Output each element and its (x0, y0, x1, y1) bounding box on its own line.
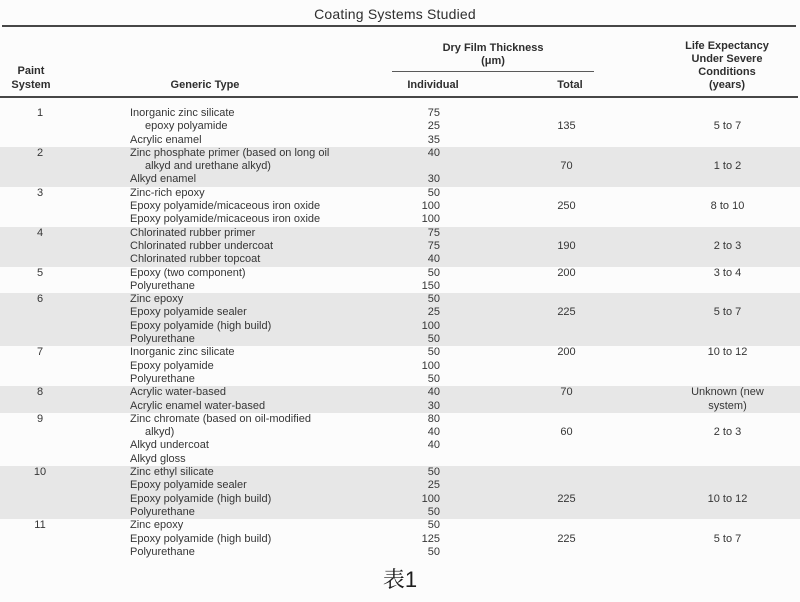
individual-thickness-cell: 40 (427, 439, 440, 452)
life-expectancy-cell: 2 to 3 (713, 239, 742, 252)
paint-system-block-8 (0, 386, 800, 413)
column-header-paint: Paint (17, 65, 45, 77)
generic-type-cell: Polyurethane (130, 279, 195, 292)
individual-thickness-cell: 40 (427, 386, 440, 399)
paint-system-number: 4 (36, 226, 44, 239)
paint-system-number: 8 (36, 386, 44, 399)
table-row (0, 506, 800, 519)
table-title: Coating Systems Studied (314, 6, 476, 22)
generic-type-cell: Alkyd gloss (130, 452, 186, 465)
table-row (0, 200, 800, 213)
column-header-life-expectancy: Life Expectancy (685, 40, 769, 52)
column-header-conditions: Conditions (698, 66, 756, 78)
generic-type-cell: Chlorinated rubber undercoat (130, 239, 274, 252)
individual-thickness-cell: 40 (427, 146, 440, 159)
life-expectancy-cell: 5 to 7 (713, 532, 742, 545)
total-thickness-cell: 225 (557, 306, 576, 319)
generic-type-cell: Inorganic zinc silicate (130, 346, 235, 359)
generic-type-cell: Acrylic enamel water-based (130, 399, 266, 412)
total-thickness-cell: 190 (557, 239, 576, 252)
life-expectancy-cell: 8 to 10 (710, 200, 745, 213)
table-row (0, 306, 800, 319)
generic-type-cell: Zinc epoxy (130, 293, 184, 306)
individual-thickness-cell: 40 (427, 426, 440, 439)
table-row (0, 134, 800, 147)
column-header-individual: Individual (407, 79, 459, 91)
generic-type-cell: alkyd) (145, 426, 175, 439)
life-expectancy-cell: 5 to 7 (713, 120, 742, 133)
generic-type-cell: Zinc epoxy (130, 519, 184, 532)
generic-type-cell: Chlorinated rubber topcoat (130, 253, 261, 266)
individual-thickness-cell: 100 (421, 359, 440, 372)
dft-spanner-rule (392, 71, 594, 72)
table-row (0, 160, 800, 173)
paint-system-number: 7 (36, 346, 44, 359)
paint-system-block-4 (0, 227, 800, 267)
total-thickness-cell: 70 (560, 386, 573, 399)
table-row (0, 546, 800, 559)
table-row (0, 187, 800, 200)
table-row (0, 107, 800, 120)
column-header-system: System (11, 79, 51, 91)
generic-type-cell: epoxy polyamide (145, 120, 228, 133)
total-thickness-cell: 60 (560, 426, 573, 439)
column-header-years: (years) (708, 79, 746, 91)
generic-type-cell: Chlorinated rubber primer (130, 226, 256, 239)
table-row (0, 320, 800, 333)
total-thickness-cell: 250 (557, 200, 576, 213)
life-expectancy-cell: Unknown (new (691, 386, 764, 399)
generic-type-cell: Epoxy polyamide/micaceous iron oxide (130, 213, 321, 226)
table-row (0, 479, 800, 492)
table-row (0, 280, 800, 293)
paint-system-block-1 (0, 107, 800, 147)
total-thickness-cell: 200 (557, 266, 576, 279)
individual-thickness-cell: 25 (427, 479, 440, 492)
life-expectancy-cell: 3 to 4 (713, 266, 742, 279)
individual-thickness-cell: 100 (421, 200, 440, 213)
life-expectancy-cell: 10 to 12 (707, 492, 748, 505)
generic-type-cell: Polyurethane (130, 333, 195, 346)
generic-type-cell: Epoxy polyamide (high build) (130, 532, 272, 545)
individual-thickness-cell: 50 (427, 293, 440, 306)
paint-system-number: 3 (36, 186, 44, 199)
table-row (0, 413, 800, 426)
paint-system-block-7 (0, 346, 800, 386)
individual-thickness-cell: 50 (427, 505, 440, 518)
generic-type-cell: Polyurethane (130, 372, 195, 385)
paint-system-block-9 (0, 413, 800, 466)
table-row (0, 227, 800, 240)
column-header-dft-units: (μm) (481, 55, 505, 67)
table-row (0, 533, 800, 546)
individual-thickness-cell: 50 (427, 266, 440, 279)
table-row (0, 426, 800, 439)
individual-thickness-cell: 75 (427, 107, 440, 119)
individual-thickness-cell: 100 (421, 319, 440, 332)
individual-thickness-cell: 50 (427, 545, 440, 558)
paint-system-number: 2 (36, 146, 44, 159)
generic-type-cell: Zinc phosphate primer (based on long oil (130, 146, 330, 159)
paint-system-number: 10 (33, 466, 47, 479)
table-row (0, 253, 800, 266)
generic-type-cell: Epoxy (two component) (130, 266, 246, 279)
table-caption: 表1 (382, 567, 418, 592)
paint-system-block-5 (0, 267, 800, 294)
column-header-under-severe: Under Severe (691, 53, 763, 65)
total-thickness-cell: 225 (557, 532, 576, 545)
individual-thickness-cell: 50 (427, 466, 440, 479)
table-row (0, 333, 800, 346)
individual-thickness-cell: 75 (427, 226, 440, 239)
individual-thickness-cell: 25 (427, 120, 440, 133)
table-row (0, 213, 800, 226)
generic-type-cell: Epoxy polyamide sealer (130, 306, 247, 319)
generic-type-cell: alkyd and urethane alkyd) (145, 160, 271, 173)
individual-thickness-cell: 50 (427, 372, 440, 385)
column-header-dry-film-thickness: Dry Film Thickness (442, 42, 544, 54)
table-row (0, 120, 800, 133)
individual-thickness-cell: 80 (427, 412, 440, 425)
total-thickness-cell: 135 (557, 120, 576, 133)
individual-thickness-cell: 30 (427, 173, 440, 186)
paint-system-block-10 (0, 466, 800, 519)
generic-type-cell: Zinc-rich epoxy (130, 186, 205, 199)
table-body (0, 107, 800, 559)
paint-system-number: 9 (36, 412, 44, 425)
total-thickness-cell: 70 (560, 160, 573, 173)
life-expectancy-cell: system) (708, 399, 747, 412)
life-expectancy-cell: 5 to 7 (713, 306, 742, 319)
generic-type-cell: Epoxy polyamide (high build) (130, 319, 272, 332)
individual-thickness-cell: 40 (427, 253, 440, 266)
table-row (0, 519, 800, 532)
paint-system-number: 6 (36, 293, 44, 306)
table-row (0, 293, 800, 306)
column-header-total: Total (557, 79, 583, 91)
header-bottom-rule (0, 96, 798, 98)
table-row (0, 453, 800, 466)
table-row (0, 346, 800, 359)
table-row (0, 493, 800, 506)
table-row (0, 400, 800, 413)
individual-thickness-cell: 25 (427, 306, 440, 319)
life-expectancy-cell: 2 to 3 (713, 426, 742, 439)
individual-thickness-cell: 30 (427, 399, 440, 412)
generic-type-cell: Acrylic water-based (130, 386, 226, 399)
table-row (0, 147, 800, 160)
individual-thickness-cell: 35 (427, 133, 440, 146)
generic-type-cell: Zinc ethyl silicate (130, 466, 214, 479)
column-header-generic-type: Generic Type (170, 79, 240, 91)
paint-system-block-11 (0, 519, 800, 559)
individual-thickness-cell: 50 (427, 333, 440, 346)
paint-system-block-2 (0, 147, 800, 187)
individual-thickness-cell: 100 (421, 213, 440, 226)
individual-thickness-cell: 50 (427, 346, 440, 359)
total-thickness-cell: 200 (557, 346, 576, 359)
individual-thickness-cell: 50 (427, 519, 440, 532)
individual-thickness-cell: 50 (427, 186, 440, 199)
generic-type-cell: Epoxy polyamide (130, 359, 214, 372)
generic-type-cell: Zinc chromate (based on oil-modified (130, 412, 311, 425)
individual-thickness-cell: 125 (421, 532, 440, 545)
generic-type-cell: Acrylic enamel (130, 133, 202, 146)
paint-system-number: 5 (36, 266, 44, 279)
top-rule (2, 25, 796, 27)
life-expectancy-cell: 10 to 12 (707, 346, 748, 359)
table-row (0, 439, 800, 452)
paint-system-block-6 (0, 293, 800, 346)
table-row (0, 173, 800, 186)
generic-type-cell: Alkyd enamel (130, 173, 197, 186)
individual-thickness-cell: 100 (421, 492, 440, 505)
paint-system-number: 1 (36, 107, 44, 119)
generic-type-cell: Polyurethane (130, 505, 195, 518)
generic-type-cell: Polyurethane (130, 545, 195, 558)
total-thickness-cell: 225 (557, 492, 576, 505)
generic-type-cell: Alkyd undercoat (130, 439, 209, 452)
life-expectancy-cell: 1 to 2 (713, 160, 742, 173)
generic-type-cell: Epoxy polyamide (high build) (130, 492, 272, 505)
individual-thickness-cell: 75 (427, 239, 440, 252)
table-row (0, 386, 800, 399)
table-row (0, 267, 800, 280)
table-row (0, 240, 800, 253)
paint-system-block-3 (0, 187, 800, 227)
table-row (0, 466, 800, 479)
paint-system-number: 11 (34, 519, 46, 532)
generic-type-cell: Epoxy polyamide sealer (130, 479, 247, 492)
generic-type-cell: Epoxy polyamide/micaceous iron oxide (130, 200, 321, 213)
individual-thickness-cell: 150 (421, 279, 440, 292)
generic-type-cell: Inorganic zinc silicate (130, 107, 235, 119)
table-row (0, 360, 800, 373)
table-row (0, 373, 800, 386)
